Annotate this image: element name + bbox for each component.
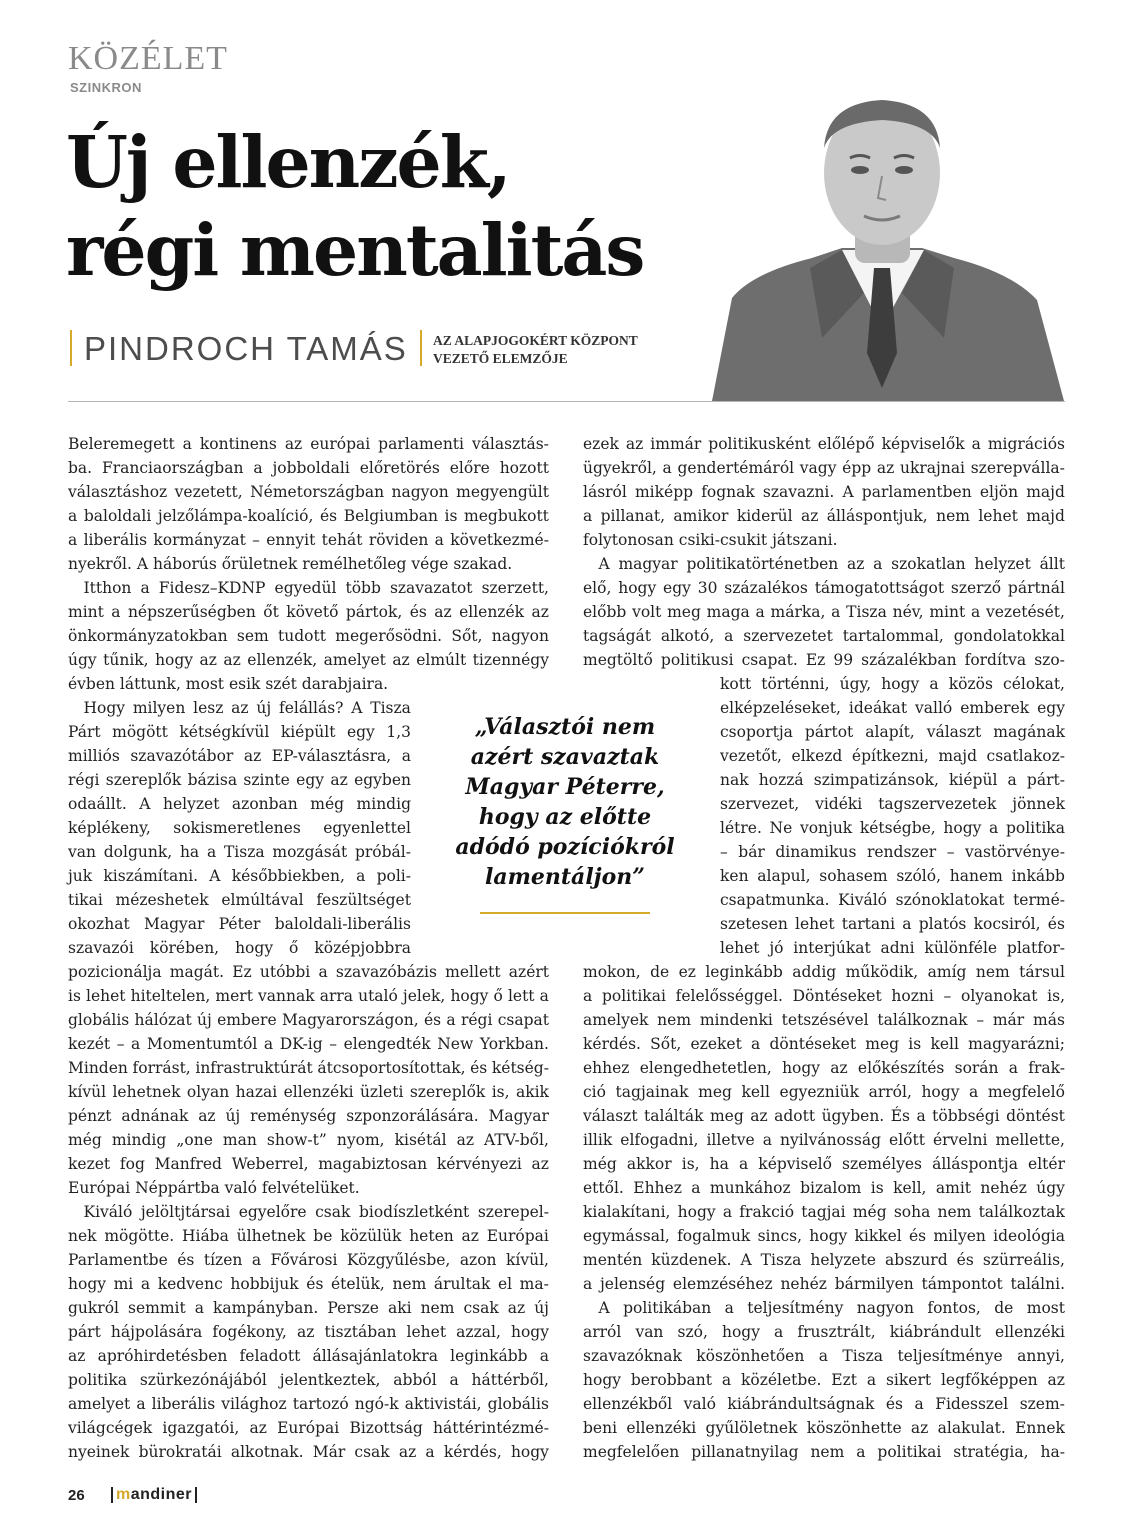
text-line: arról van szó, hogy a frusztrált, kiábrándult ellenzéki <box>583 1323 1065 1341</box>
portrait-illustration <box>692 88 1066 401</box>
text-line: elképzeléseket, ideákat valló emberek egy <box>720 699 1065 717</box>
text-line: kívül lehetnek olyan hazai ellenzéki üzleti szereplők is, akik <box>68 1083 549 1101</box>
text-line: pénzt adnának az új reménység szponzorálására. Magyar <box>68 1107 549 1125</box>
author-name: PINDROCH TAMÁS <box>84 329 408 367</box>
text-line: régi szereplők bázisa szinte egy az egyben <box>68 771 411 789</box>
header-divider <box>68 401 1065 402</box>
text-line: ehhez elengedhetetlen, hogy az előkészítés során a frak- <box>583 1059 1065 1077</box>
subsection-label: SZINKRON <box>70 80 142 95</box>
text-line: létre. Ne vonjuk kétségbe, hogy a politika <box>720 819 1065 837</box>
text-line: Párt mögött kétségkívül kiépült egy 1,3 <box>68 723 411 741</box>
text-line: Hogy milyen lesz az új felállás? A Tisza <box>68 699 411 717</box>
author-role-line: AZ ALAPJOGOKÉRT KÖZPONT <box>433 333 638 348</box>
column-1-top <box>68 432 549 696</box>
text-line: mentén küzdenek. A Tisza helyzete abszurd és szürreális, <box>583 1251 1065 1269</box>
text-line: kialakítani, hogy a frakció tagjai még soha nem találkoztak <box>583 1203 1065 1221</box>
text-line: lásról miképp fognak szavazni. A parlamentben eljön majd <box>583 483 1065 501</box>
text-line: juk kiszámítani. A későbbiekben, a poli- <box>68 867 411 885</box>
text-line: még mindig „one man show-t” nyom, kisétál az ATV-ből, <box>68 1131 549 1149</box>
text-line: nyekről. A háborús őrületnek remélhetőleg vége szakad. <box>68 555 513 573</box>
author-portrait <box>692 88 1066 401</box>
author-role <box>433 332 638 368</box>
text-line: hogy mi a kedvenc hobbijuk és ételük, nem árultak el ma- <box>68 1275 549 1293</box>
text-line: amelyek nem mindenki tetszésével találkoznak – már más <box>583 1011 1065 1029</box>
text-line: megtöltő politikusi csapat. Ez 99 százalékban fordítva szo- <box>583 651 1065 669</box>
text-line: kezet fog Manfred Weberrel, magabiztosan kérvényezi az <box>68 1155 549 1173</box>
text-line: párt hájpolására fogékony, az tisztában lehet azzal, hogy <box>68 1323 549 1341</box>
text-line: még akkor is, ha a képviselő személyes álláspontja eltér <box>583 1155 1065 1173</box>
author-byline <box>70 328 422 368</box>
pull-quote-line: „Választói nem <box>474 714 656 740</box>
author-role-line: VEZETŐ ELEMZŐJE <box>433 351 568 366</box>
text-line: van dolgunk, ha a Tisza mozgását próbál- <box>68 843 411 861</box>
text-line: Európai Néppártba való felvételüket. <box>68 1179 360 1197</box>
text-line: elő, hogy egy 30 százalékos támogatottságot szerző pártnál <box>583 579 1065 597</box>
text-line: nek mögötte. Hiába ülhetnek be közülük heten az Európai <box>68 1227 549 1245</box>
text-line: ügyekről, a gendertémáról vagy épp az ukrajnai szerepválla- <box>583 459 1065 477</box>
pull-quote-line: azért szavaztak <box>470 744 660 770</box>
column-1-bottom <box>68 960 549 1464</box>
text-line: mokon, de ez leginkább addig működik, amíg nem társul <box>583 963 1065 981</box>
column-2-wrap <box>720 672 1065 960</box>
text-line: pozicionálja magát. Ez utóbbi a szavazóbázis mellett azért <box>68 963 549 981</box>
text-line: ezek az immár politikusként előlépő képviselők a migrációs <box>583 435 1065 453</box>
text-line: választ találták meg az adott ügyben. És a többségi döntést <box>583 1107 1065 1125</box>
column-1-wrap <box>68 696 411 960</box>
logo-bar <box>111 1487 113 1503</box>
text-line: folytonosan csiki-csukit játszani. <box>583 531 838 549</box>
text-line: a politikai felelősséggel. Döntéseket hozni – olyanokat is, <box>583 987 1065 1005</box>
logo-m: m <box>116 1486 131 1503</box>
pull-quote <box>440 712 690 892</box>
text-line: gukról semmit a kampányban. Persze aki nem csak az új <box>68 1299 549 1317</box>
text-line: kérdés. Sőt, ezeket a döntéseket meg is kell magyarázni; <box>583 1035 1065 1053</box>
text-line: előbb volt meg maga a márka, a Tisza név, mint a vezetését, <box>583 603 1065 621</box>
pull-quote-line: adódó pozíciókról <box>455 834 675 860</box>
headline-line: régi mentalitás <box>66 208 644 292</box>
text-line: hogy berobbant a közéletbe. Ezt a sikert legfőképpen az <box>583 1371 1065 1389</box>
pull-quote-line: lamentáljon” <box>485 864 645 890</box>
pull-quote-rule <box>480 912 650 914</box>
text-line: egymással, fogalmuk sincs, hogy kikkel és milyen ideológia <box>583 1227 1065 1245</box>
text-line: is lehet hiteltelen, mert vannak arra utaló jelek, hogy ő lett a <box>68 987 549 1005</box>
text-line: csoportja pártot alapít, választ magának <box>720 723 1065 741</box>
column-2-bottom <box>583 960 1065 1464</box>
text-line: ció tagjainak meg kell egyezniük arról, hogy a megfelelő <box>583 1083 1065 1101</box>
text-line: globális hálózat új embere Magyarországon, és a régi csapat <box>68 1011 549 1029</box>
text-line: kott történni, úgy, hogy a közös célokat, <box>720 675 1065 693</box>
text-line: a baloldali jelzőlámpa-koalíció, és Belgiumban is megbukott <box>68 507 549 525</box>
logo-rest: andiner <box>130 1486 193 1503</box>
text-line: Parlamentbe és tízen a Fővárosi Közgyűlésbe, azon kívül, <box>68 1251 549 1269</box>
text-line: ellenzékből való kiábrándultságnak és a Fidesszel szem- <box>583 1395 1065 1413</box>
text-line: Kiváló jelöltjtársai egyelőre csak biodíszletként szerepel- <box>68 1203 549 1221</box>
accent-rule <box>420 330 422 366</box>
text-line: okozhat Magyar Péter baloldali-liberális <box>68 915 411 933</box>
text-line: csapatmunka. Kiváló szónoklatokat termé- <box>720 891 1065 909</box>
text-line: A magyar politikatörténetben az a szokatlan helyzet állt <box>583 555 1065 573</box>
text-line: a liberális kormányzat – ennyit tehát röviden a következmé- <box>68 531 549 549</box>
text-line: amelyet a liberális világhoz tartozó ngó-k aktivistái, globális <box>68 1395 549 1413</box>
text-line: megfelelően pillanatnyilag nem a politikai stratégia, ha- <box>583 1443 1065 1461</box>
column-2-top <box>583 432 1065 672</box>
text-line: Minden forrást, infrastruktúrát átcsoportosítottak, és kétség- <box>68 1059 549 1077</box>
publication-logo <box>108 1486 200 1504</box>
pull-quote-line: Magyar Péterre, <box>465 774 665 800</box>
text-line: beni ellenzéki gyűlöletnek köszönhette az alakulat. Ennek <box>583 1419 1065 1437</box>
text-line: lehet jó interjúkat adni különféle platfor- <box>720 939 1065 957</box>
text-line: mint a népszerűségben őt követő pártok, és az ellenzék az <box>68 603 549 621</box>
text-line: önkormányzatokban sem tudott megerősödni. Sőt, nagyon <box>68 627 549 645</box>
text-line: kezét – a Momentumtól a DK-ig – elengedték New Yorkban. <box>68 1035 549 1053</box>
text-line: ettől. Ehhez a munkához bizalom is kell, amit nehéz úgy <box>583 1179 1065 1197</box>
text-line: tikai mézeshetek elmúltával feszültséget <box>68 891 411 909</box>
text-line: választáshoz vezetett, Németországban nagyon megyengült <box>68 483 549 501</box>
text-line: ken alapul, sohasem szóló, hanem inkább <box>720 867 1065 885</box>
headline <box>66 118 726 294</box>
text-line: ba. Franciaországban a jobboldali előretörés előre hozott <box>68 459 549 477</box>
pull-quote-line: hogy az előtte <box>478 804 652 830</box>
text-line: vezetőt, elkezd építkezni, majd csatlakoz- <box>720 747 1065 765</box>
text-line: milliós szavazótábor az EP-választásra, a <box>68 747 411 765</box>
text-line: Beleremegett a kontinens az európai parlamenti választás- <box>68 435 549 453</box>
text-line: Itthon a Fidesz–KDNP egyedül több szavazatot szerzett, <box>68 579 549 597</box>
section-label: KÖZÉLET <box>68 40 228 77</box>
text-line: A politikában a teljesítmény nagyon fontos, de most <box>583 1299 1065 1317</box>
text-line: évben láttunk, most esik szét darabjaira. <box>68 675 389 693</box>
logo-bar <box>195 1487 197 1503</box>
text-line: illik elfogadni, illetve a nyilvánosság előtt érvelni mellette, <box>583 1131 1065 1149</box>
text-line: képlékeny, sokismeretlenes egyenlettel <box>68 819 411 837</box>
text-line: az apróhirdetésben feladott állásajánlatokra leginkább a <box>68 1347 549 1365</box>
text-line: szetesen lehet tartani a platós kocsiról, és <box>720 915 1065 933</box>
text-line: úgy tűnik, hogy az az ellenzék, amelyet az elmúlt tizennégy <box>68 651 549 669</box>
text-line: a jelenség elemzéséhez nehéz bármilyen támpontot találni. <box>583 1275 1065 1293</box>
headline-line: Új ellenzék, <box>66 120 510 204</box>
text-line: nyeinek bürokratái alkotnak. Már csak az a kérdés, hogy <box>68 1443 549 1461</box>
text-line: szervezet, vidéki tagszervezetek jönnek <box>720 795 1065 813</box>
text-line: tagságát alkotó, a szervezetet tartalommal, gondolatokkal <box>583 627 1065 645</box>
text-line: a pillanat, amikor kiderül az álláspontjuk, nem lehet majd <box>583 507 1065 525</box>
text-line: szavazóknak köszönhetően a Tisza teljesítménye annyi, <box>583 1347 1065 1365</box>
page-number: 26 <box>68 1487 85 1504</box>
text-line: világcégek igazgatói, az Európai Bizottság háttérintézmé- <box>68 1419 549 1437</box>
text-line: politika szürkezónájából jelentkeztek, abból a háttérből, <box>68 1371 549 1389</box>
text-line: – bár dinamikus rendszer – vastörvénye- <box>720 843 1065 861</box>
text-line: nak hozzá szimpatizánsok, kiépül a párt- <box>720 771 1065 789</box>
text-line: odaállt. A helyzet azonban még mindig <box>68 795 411 813</box>
text-line: szavazói körében, hogy ő középjobbra <box>68 939 411 957</box>
